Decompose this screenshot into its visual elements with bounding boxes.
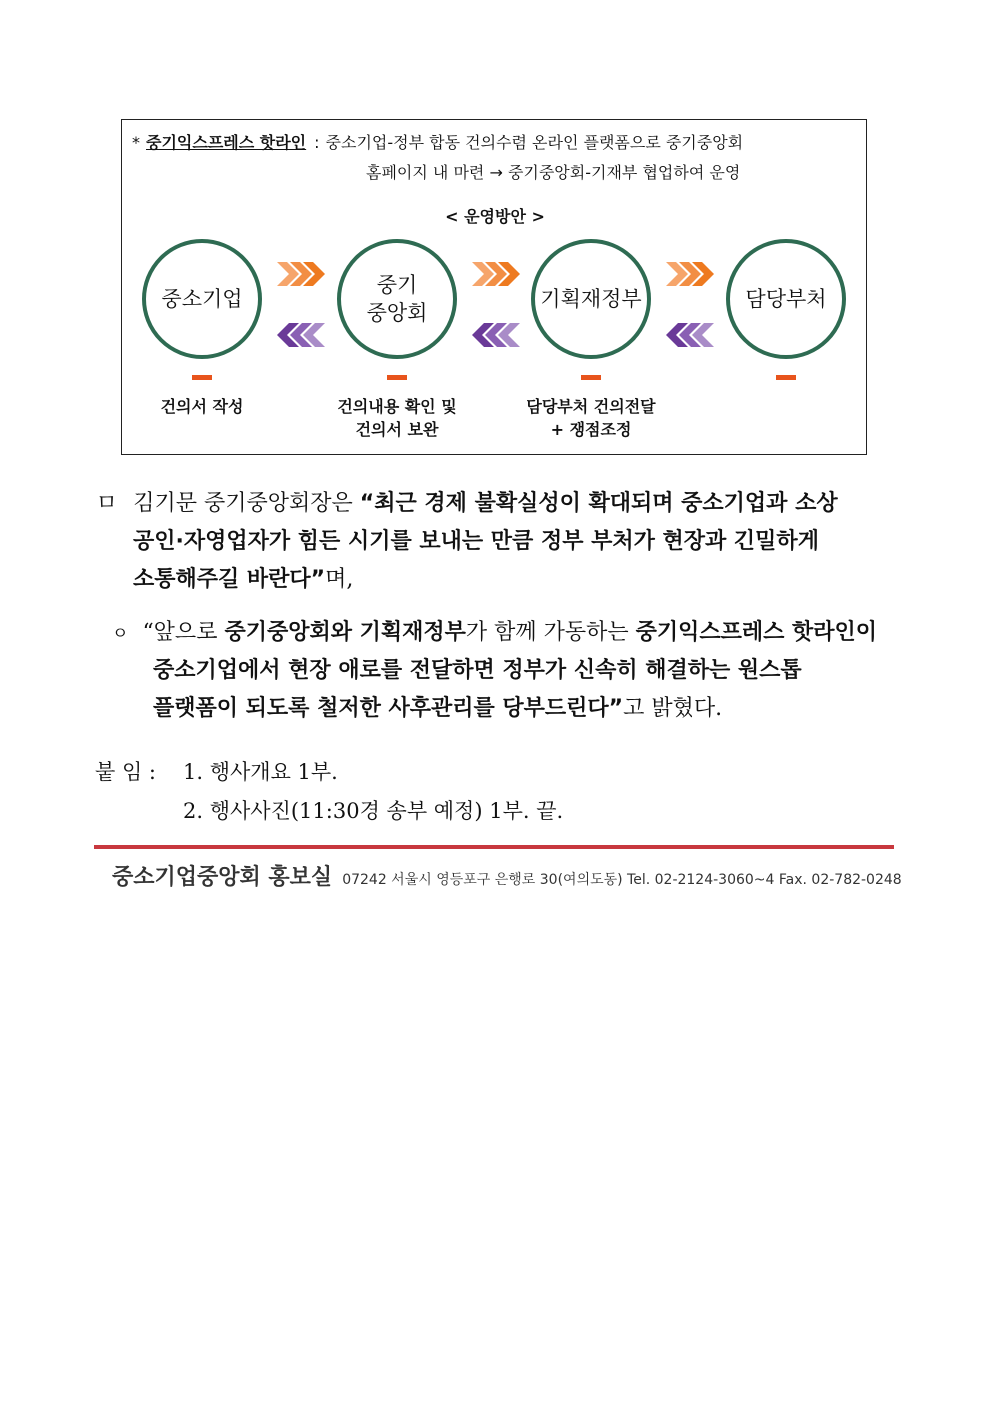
- square-bullet: ㅁ: [96, 491, 118, 516]
- node-caption-kbiz: [297, 395, 497, 441]
- forward-arrow-icon: [472, 262, 522, 286]
- node-label: 중소기업: [161, 287, 243, 311]
- note-text-2: 홈페이지 내 마련 → 중기중앙회-기재부 협업하여 운영: [366, 163, 741, 182]
- node-label: 기획재정부: [540, 287, 642, 311]
- node-marker: [581, 375, 601, 380]
- para2-line1: [112, 614, 877, 653]
- attachment-item-1: 1. 행사개요 1부.: [183, 760, 338, 784]
- para2-line2: [153, 652, 802, 690]
- node-label: 중기: [376, 273, 418, 297]
- back-arrow-icon: [472, 323, 522, 347]
- text-run: 고 밝혔다.: [623, 696, 723, 721]
- para1-line2: [133, 523, 819, 561]
- caption-line: + 쟁점조정: [550, 420, 632, 439]
- footer-org: 중소기업중앙회 홍보실: [112, 865, 333, 890]
- circle-bullet: ㅇ: [112, 624, 129, 644]
- text-run: “앞으로: [142, 620, 225, 645]
- hotline-note-line1: [132, 128, 743, 158]
- attachments-label: 붙 임 :: [95, 760, 156, 784]
- node-moef: [531, 239, 651, 359]
- text-run-bold: 소통해주길 바란다”: [133, 567, 326, 592]
- text-run: 가 함께 가동하는: [465, 620, 636, 645]
- text-run-bold: 중기중앙회와 기획재정부: [224, 620, 466, 645]
- para1-line3: [133, 561, 353, 599]
- note-title: 중기익스프레스 핫라인: [146, 133, 307, 152]
- para2-line3: [153, 690, 722, 728]
- node-label: 담당부처: [745, 287, 827, 311]
- text-run: 며,: [325, 567, 354, 592]
- note-star: *: [132, 133, 140, 152]
- forward-arrow-icon: [277, 262, 327, 286]
- caption-line: 건의내용 확인 및: [337, 397, 457, 416]
- caption-line: 건의서 보완: [355, 420, 439, 439]
- diagram-subtitle: < 운영방안 >: [445, 207, 545, 226]
- caption-line: 담당부처 건의전달: [526, 397, 656, 416]
- node-ministry: [726, 239, 846, 359]
- text-run-bold: 중기익스프레스 핫라인이: [635, 620, 878, 645]
- footer-address: 07242 서울시 영등포구 은행로 30(여의도동) Tel. 02-2124-3060~4 Fax. 02-782-0248: [342, 872, 902, 888]
- node-caption-moef: [491, 395, 691, 441]
- forward-arrow-icon: [666, 262, 716, 286]
- text-run-bold: 플랫폼이 되도록 철저한 사후관리를 당부드린다”: [153, 696, 624, 721]
- node-kbiz: [337, 239, 457, 359]
- back-arrow-icon: [277, 323, 327, 347]
- node-label: 중앙회: [366, 301, 428, 325]
- text-run: 김기문 중기중앙회장은: [133, 491, 360, 516]
- para1-line1: [96, 485, 838, 523]
- note-colon: :: [314, 133, 320, 152]
- node-sme: [142, 239, 262, 359]
- footer: [112, 860, 902, 891]
- text-run-bold: 공인·자영업자가 힘든 시기를 보내는 만큼 정부 부처가 현장과 긴밀하게: [133, 529, 819, 554]
- node-marker: [387, 375, 407, 380]
- text-run-bold: “최근 경제 불확실성이 확대되며 중소기업과 소상: [359, 491, 838, 516]
- node-caption-sme: [122, 395, 282, 418]
- node-marker: [776, 375, 796, 380]
- node-marker: [192, 375, 212, 380]
- hotline-info-box: [121, 119, 867, 455]
- note-text-1: 중소기업-정부 합동 건의수렴 온라인 플랫폼으로 중기중앙회: [325, 133, 744, 152]
- caption-line: 건의서 작성: [160, 397, 244, 416]
- text-run-bold: 중소기업에서 현장 애로를 전달하면 정부가 신속히 해결하는 원스톱: [153, 658, 802, 683]
- footer-divider: [94, 845, 894, 849]
- back-arrow-icon: [666, 323, 716, 347]
- attachment-item-2: 2. 행사사진(11:30경 송부 예정) 1부. 끝.: [183, 799, 564, 823]
